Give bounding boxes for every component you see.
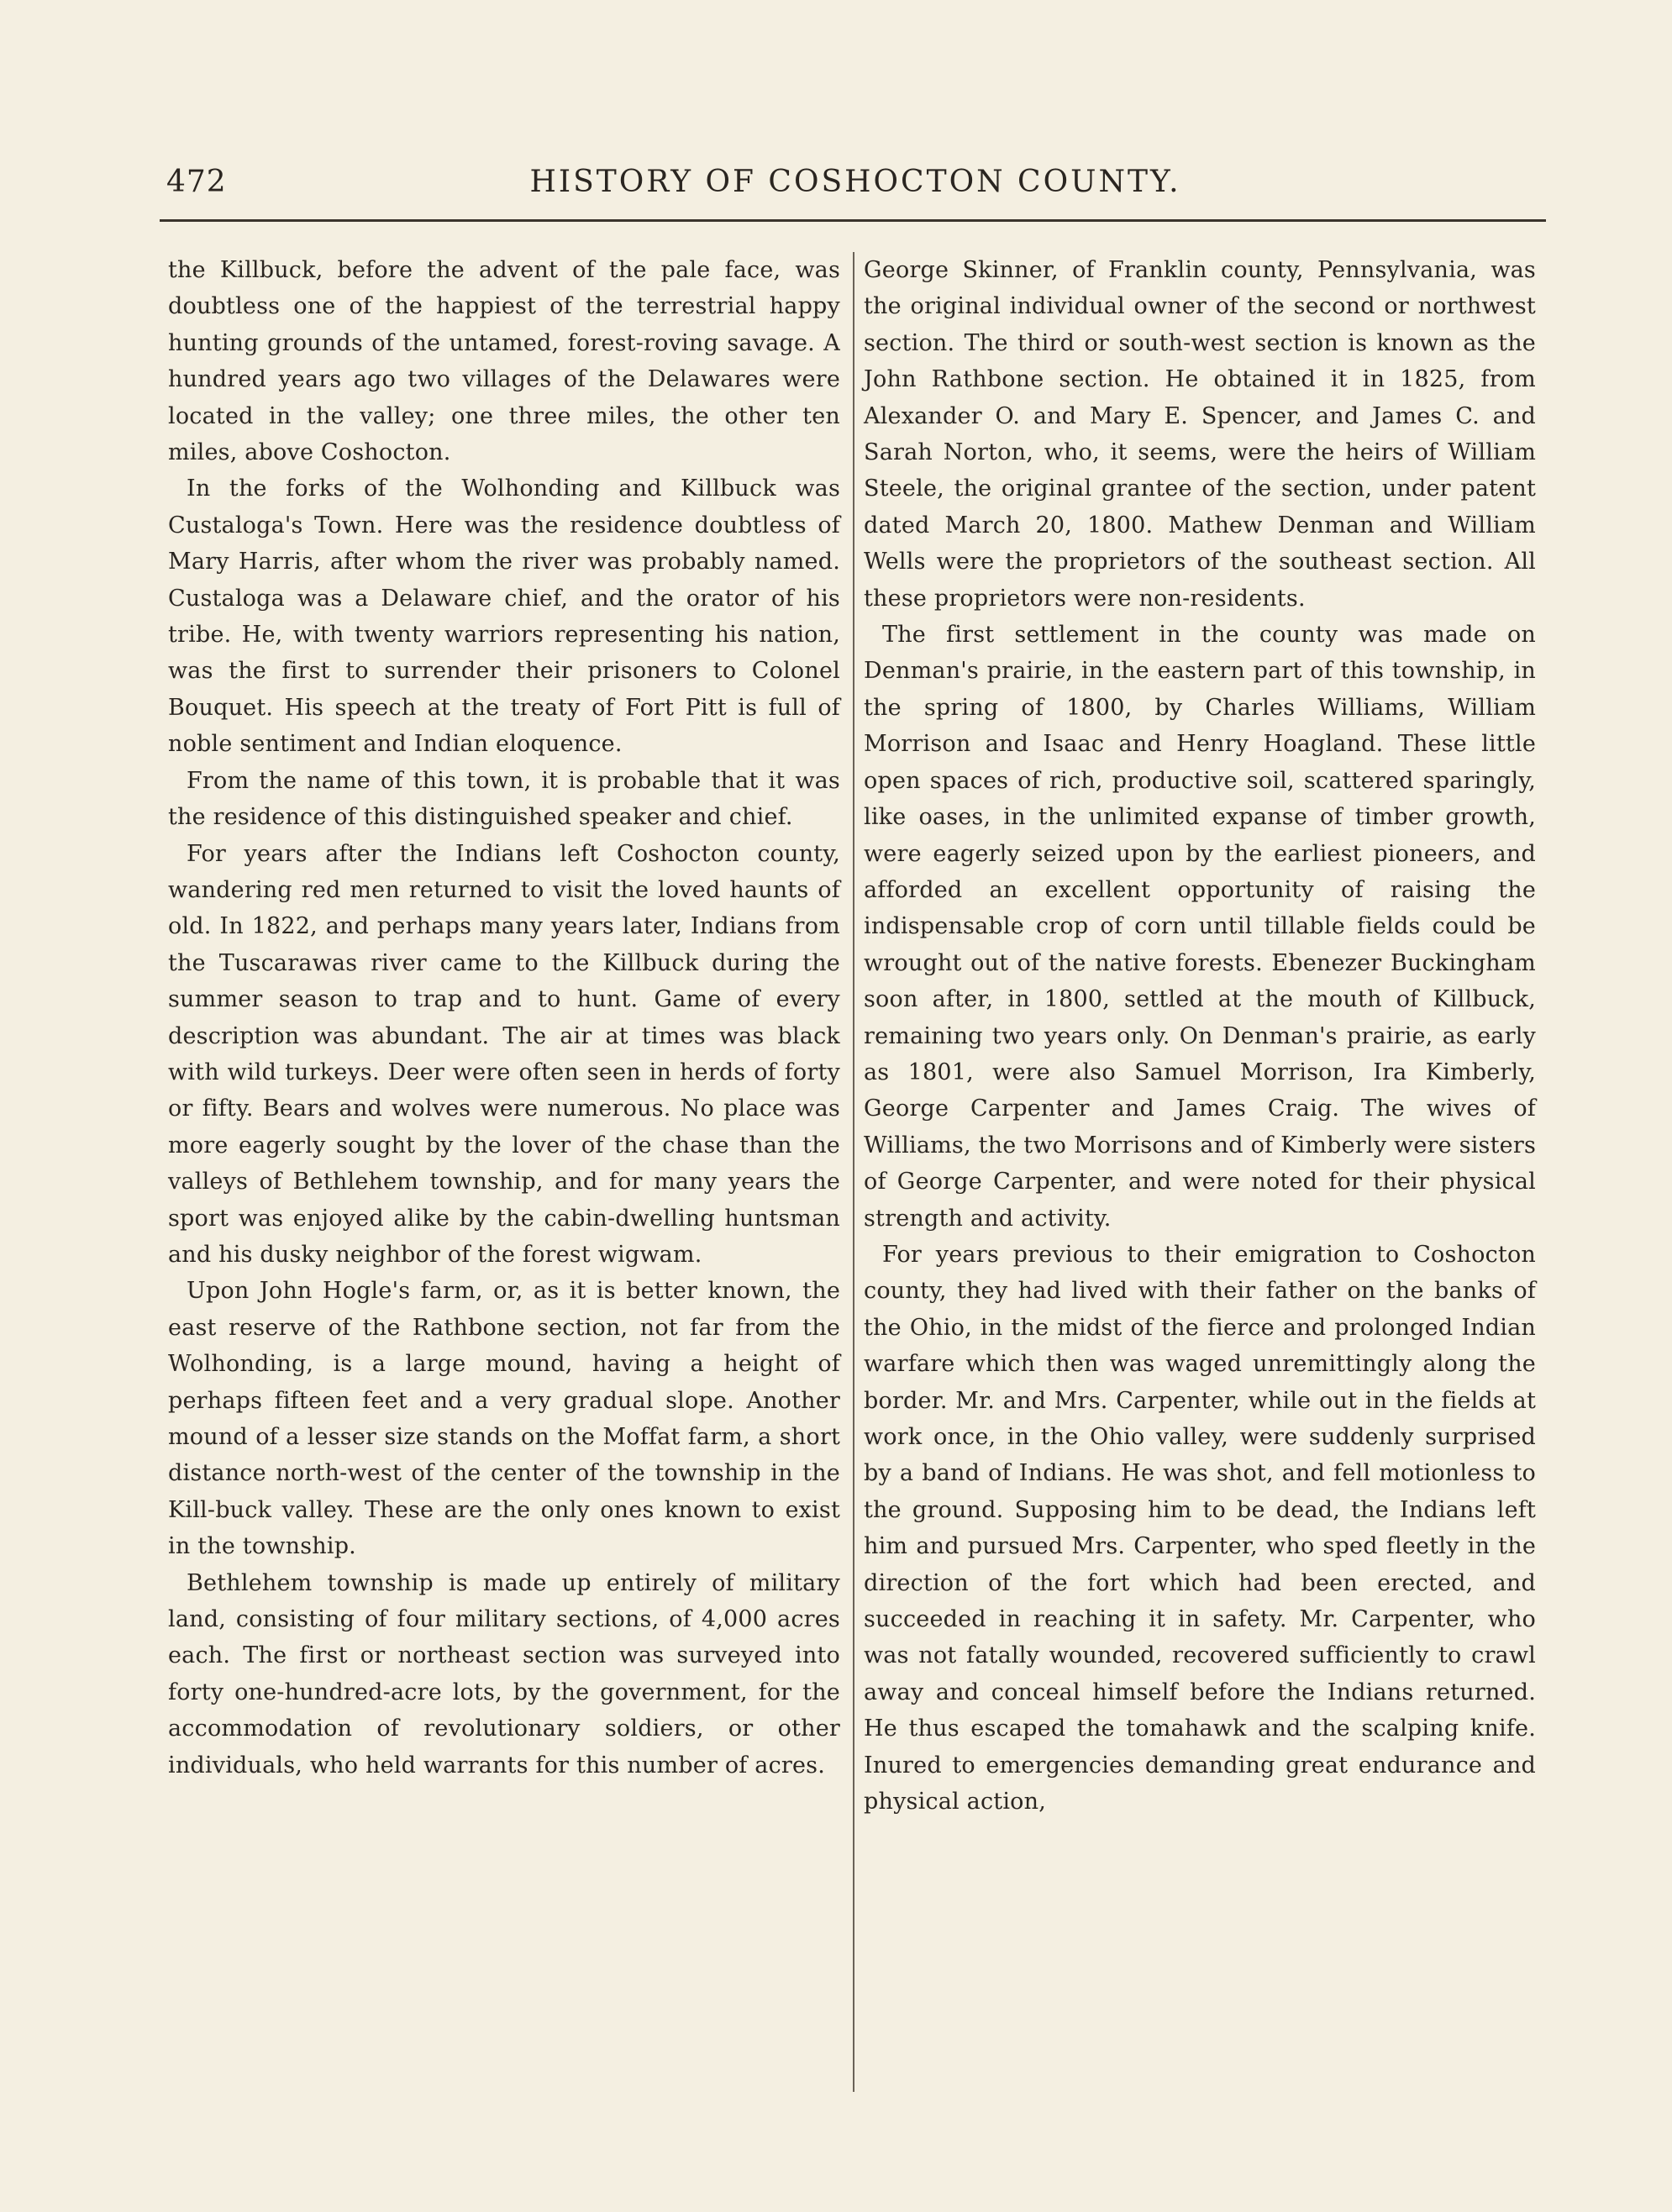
running-head: HISTORY OF COSHOCTON COUNTY. — [529, 165, 1181, 199]
paragraph: For years after the Indians left Coshocton county, wandering red men returned to visit the loved haunts of old. In 1822, and perhaps many years later, Indians from the Tuscarawas river came to the Killbuck during the summer season to trap and to hunt. Game of every description was abundant. The air at times was black with wild turkeys. Deer were often seen in herds of forty or fifty. Bears and wolves were numerous. No place was more eagerly sought by the lover of the chase than the valleys of Bethlehem township, and for many years the sport was enjoyed alike by the cabin-dwelling huntsman and his dusky neighbor of the forest wigwam. — [168, 840, 840, 1268]
left-column — [168, 252, 840, 1784]
right-column — [864, 252, 1536, 1820]
paragraph: the Killbuck, before the advent of the pale face, was doubtless one of the happiest of the terrestrial happy hunting grounds of the untamed, forest-roving savage. A hundred years ago two villages of the Delawares were located in the valley; one three miles, the other ten miles, above Coshocton. — [168, 257, 840, 466]
paragraph: George Skinner, of Franklin county, Pennsylvania, was the original individual owner of the second or northwest section. The third or south-west section is known as the John Rathbone section. He obtained it in 1825, from Alexander O. and Mary E. Spencer, and James C. and Sarah Norton, who, it seems, were the heirs of William Steele, the original grantee of the section, under patent dated March 20, 1800. Mathew Denman and William Wells were the proprietors of the southeast section. All these proprietors were non-residents. — [864, 257, 1536, 612]
paragraph: For years previous to their emigration to Coshocton county, they had lived with their father on the banks of the Ohio, in the midst of the fierce and prolonged Indian warfare which then was waged unremittingly along the border. Mr. and Mrs. Carpenter, while out in the fields at work once, in the Ohio valley, were suddenly surprised by a band of Indians. He was shot, and fell motionless to the ground. Supposing him to be dead, the Indians left him and pursued Mrs. Carpenter, who sped fleetly in the direction of the fort which had been erected, and succeeded in reaching it in safety. Mr. Carpenter, who was not fatally wounded, recovered sufficiently to crawl away and conceal himself before the Indians returned. He thus escaped the tomahawk and the scalping knife. Inured to emergencies demanding great endurance and physical action, — [864, 1241, 1536, 1815]
paragraph: From the name of this town, it is probable that it was the residence of this distinguished speaker and chief. — [168, 767, 840, 831]
paragraph: In the forks of the Wolhonding and Killbuck was Custaloga's Town. Here was the residence doubtless of Mary Harris, after whom the river was probably named. Custaloga was a Delaware chief, and the orator of his tribe. He, with twenty warriors representing his nation, was the first to surrender their prisoners to Colonel Bouquet. His speech at the treaty of Fort Pitt is full of noble sentiment and Indian eloquence. — [168, 476, 840, 758]
text-columns — [168, 252, 1546, 2083]
page-number: 472 — [166, 165, 227, 199]
header-rule — [160, 219, 1546, 222]
column-divider — [853, 252, 854, 2092]
paragraph: Bethlehem township is made up entirely of military land, consisting of four military sections, of 4,000 acres each. The first or northeast section was surveyed into forty one-hundred-acre lots, by the government, for the accommodation of revolutionary soldiers, or other individuals, who held warrants for this number of acres. — [168, 1569, 840, 1779]
paragraph: Upon John Hogle's farm, or, as it is better known, the east reserve of the Rathbone section, not far from the Wolhonding, is a large mound, having a height of perhaps fifteen feet and a very gradual slope. Another mound of a lesser size stands on the Moffat farm, a short distance north-west of the center of the township in the Kill-buck valley. These are the only ones known to exist in the township. — [168, 1278, 840, 1560]
page-header — [166, 165, 1544, 215]
paragraph: The first settlement in the county was made on Denman's prairie, in the eastern part of this township, in the spring of 1800, by Charles Williams, William Morrison and Isaac and Henry Hoagland. These little open spaces of rich, productive soil, scattered sparingly, like oases, in the unlimited expanse of timber growth, were eagerly seized upon by the earliest pioneers, and afforded an excellent opportunity of raising the indispensable crop of corn until tillable fields could be wrought out of the native forests. Ebenezer Buckingham soon after, in 1800, settled at the mouth of Killbuck, remaining two years only. On Denman's prairie, as early as 1801, were also Samuel Morrison, Ira Kimberly, George Carpenter and James Craig. The wives of Williams, the two Morrisons and of Kimberly were sisters of George Carpenter, and were noted for their physical strength and activity. — [864, 622, 1536, 1232]
